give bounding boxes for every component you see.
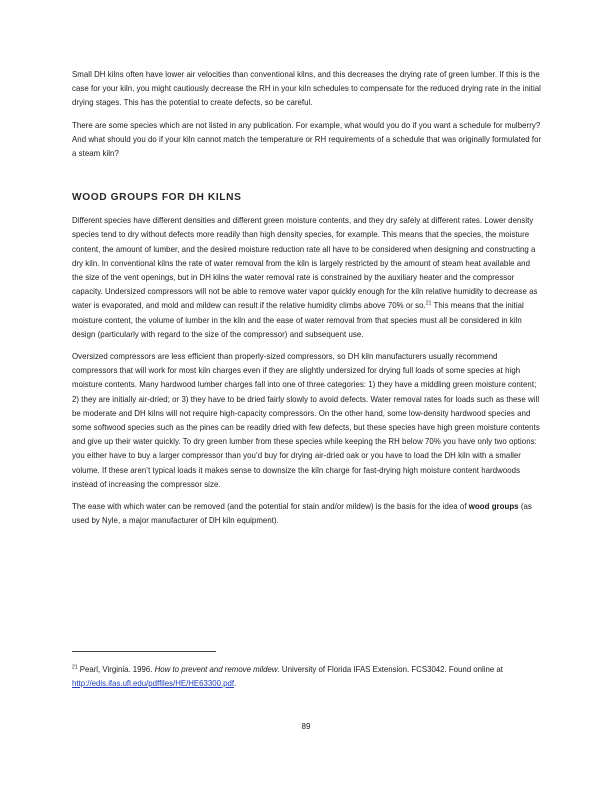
- footnote-text: Pearl, Virginia. 1996.: [77, 665, 155, 674]
- paragraph-air-velocities: Small DH kilns often have lower air velocities than conventional kilns, and this decreases the drying rate of green lumber. If this is the case for your kiln, you might cautiously decrease the RH in your kiln schedules to compensate for the reduced drying rate in the initial drying stages. This has the potential to create defects, so be careful.: [72, 70, 541, 108]
- paragraph-wood-groups-text: The ease with which water can be removed (and the potential for stain and/or mildew) is the basis for the idea of: [72, 502, 469, 512]
- page-body: [72, 68, 542, 528]
- section-heading: WOOD GROUPS FOR DH KILNS: [72, 192, 242, 204]
- paragraph-unlisted-species: There are some species which are not listed in any publication. For example, what would you do if you want a schedule for mulberry? And what should you do if your kiln cannot match the temperature or RH requirements of a schedule that was originally formulated for a steam kiln?: [72, 120, 542, 159]
- footnote-divider: [72, 651, 216, 652]
- footnote-link[interactable]: http://edis.ifas.ufl.edu/pdffiles/HE/HE63300.pdf: [72, 678, 235, 688]
- footnote-title: How to prevent and remove mildew: [154, 665, 278, 674]
- paragraph-densities-text-cont: This means that the initial moisture content, the volume of lumber in the kiln and the ease of water removal from that species must all be considered in kiln design (particularly with regard to the size of the compressor) and subsequent use.: [72, 301, 524, 339]
- footnote-number: 21: [72, 664, 78, 671]
- page-number: 89: [301, 722, 311, 731]
- paragraph-densities-text: Different species have different densities and different green moisture contents, and they dry safely at different rates. Lower density species tend to dry without defects more readily than high density species, for example. This means that the species, the moisture content, the amount of lumber, and the desired moisture reduction rate all have to be considered when designing and constructing a dry kiln. In conventional kilns the rate of water removal from the kiln is largely restricted by the amount of steam heat available and the size of the vent openings, but in DH kilns the water removal rate is constrained by the auxiliary heater and the compressor capacity. Undersized compressors will not be able to remove water vapor quickly enough for the kiln relative humidity to decrease as water is evaporated, and mold and mildew can result if the relative humidity climbs above 70% or so.: [72, 216, 538, 311]
- footnote: [72, 663, 542, 690]
- paragraph-wood-groups: [72, 500, 542, 528]
- wood-groups-term: wood groups: [468, 502, 519, 512]
- footnote-text-cont: . University of Florida IFAS Extension. FCS3042. Found online at: [277, 665, 503, 674]
- footnote-end: .: [234, 678, 237, 688]
- paragraph-oversized-compressors: Oversized compressors are less efficient than properly-sized compressors, so DH kiln manufacturers usually recommend compressors that will work for most kiln charges even if they are slightly undersized for drying full loads of some species at high moisture contents. Many hardwood lumber charges fall into one of three categories: 1) they have a middling green moisture content; 2) they are initially air-dried; or 3) they have to be dried fairly slowly to avoid defects. Water removal rates for loads such as these will be moderate and DH kilns will not require high-capacity compressors. On the other hand, some low-density hardwood species and some softwood species such as the pines can be readily dried with few defects, but these species have high green moisture contents and give up their water quickly. To dry green lumber from these species while keeping the RH below 70% you have only two options: you either have to buy a larger compressor than you’d buy for drying air-dried oak or you have to load the DH kiln with a smaller volume. If these aren’t typical loads it makes sense to downsize the kiln charge for fast-drying high moisture content hardwoods instead of increasing the compressor size.: [72, 352, 540, 489]
- footnote-reference[interactable]: 21: [425, 300, 432, 307]
- paragraph-densities: [72, 214, 542, 342]
- paragraph-wood-groups-text-cont: (as used by Nyle, a major manufacturer of DH kiln equipment).: [72, 502, 532, 526]
